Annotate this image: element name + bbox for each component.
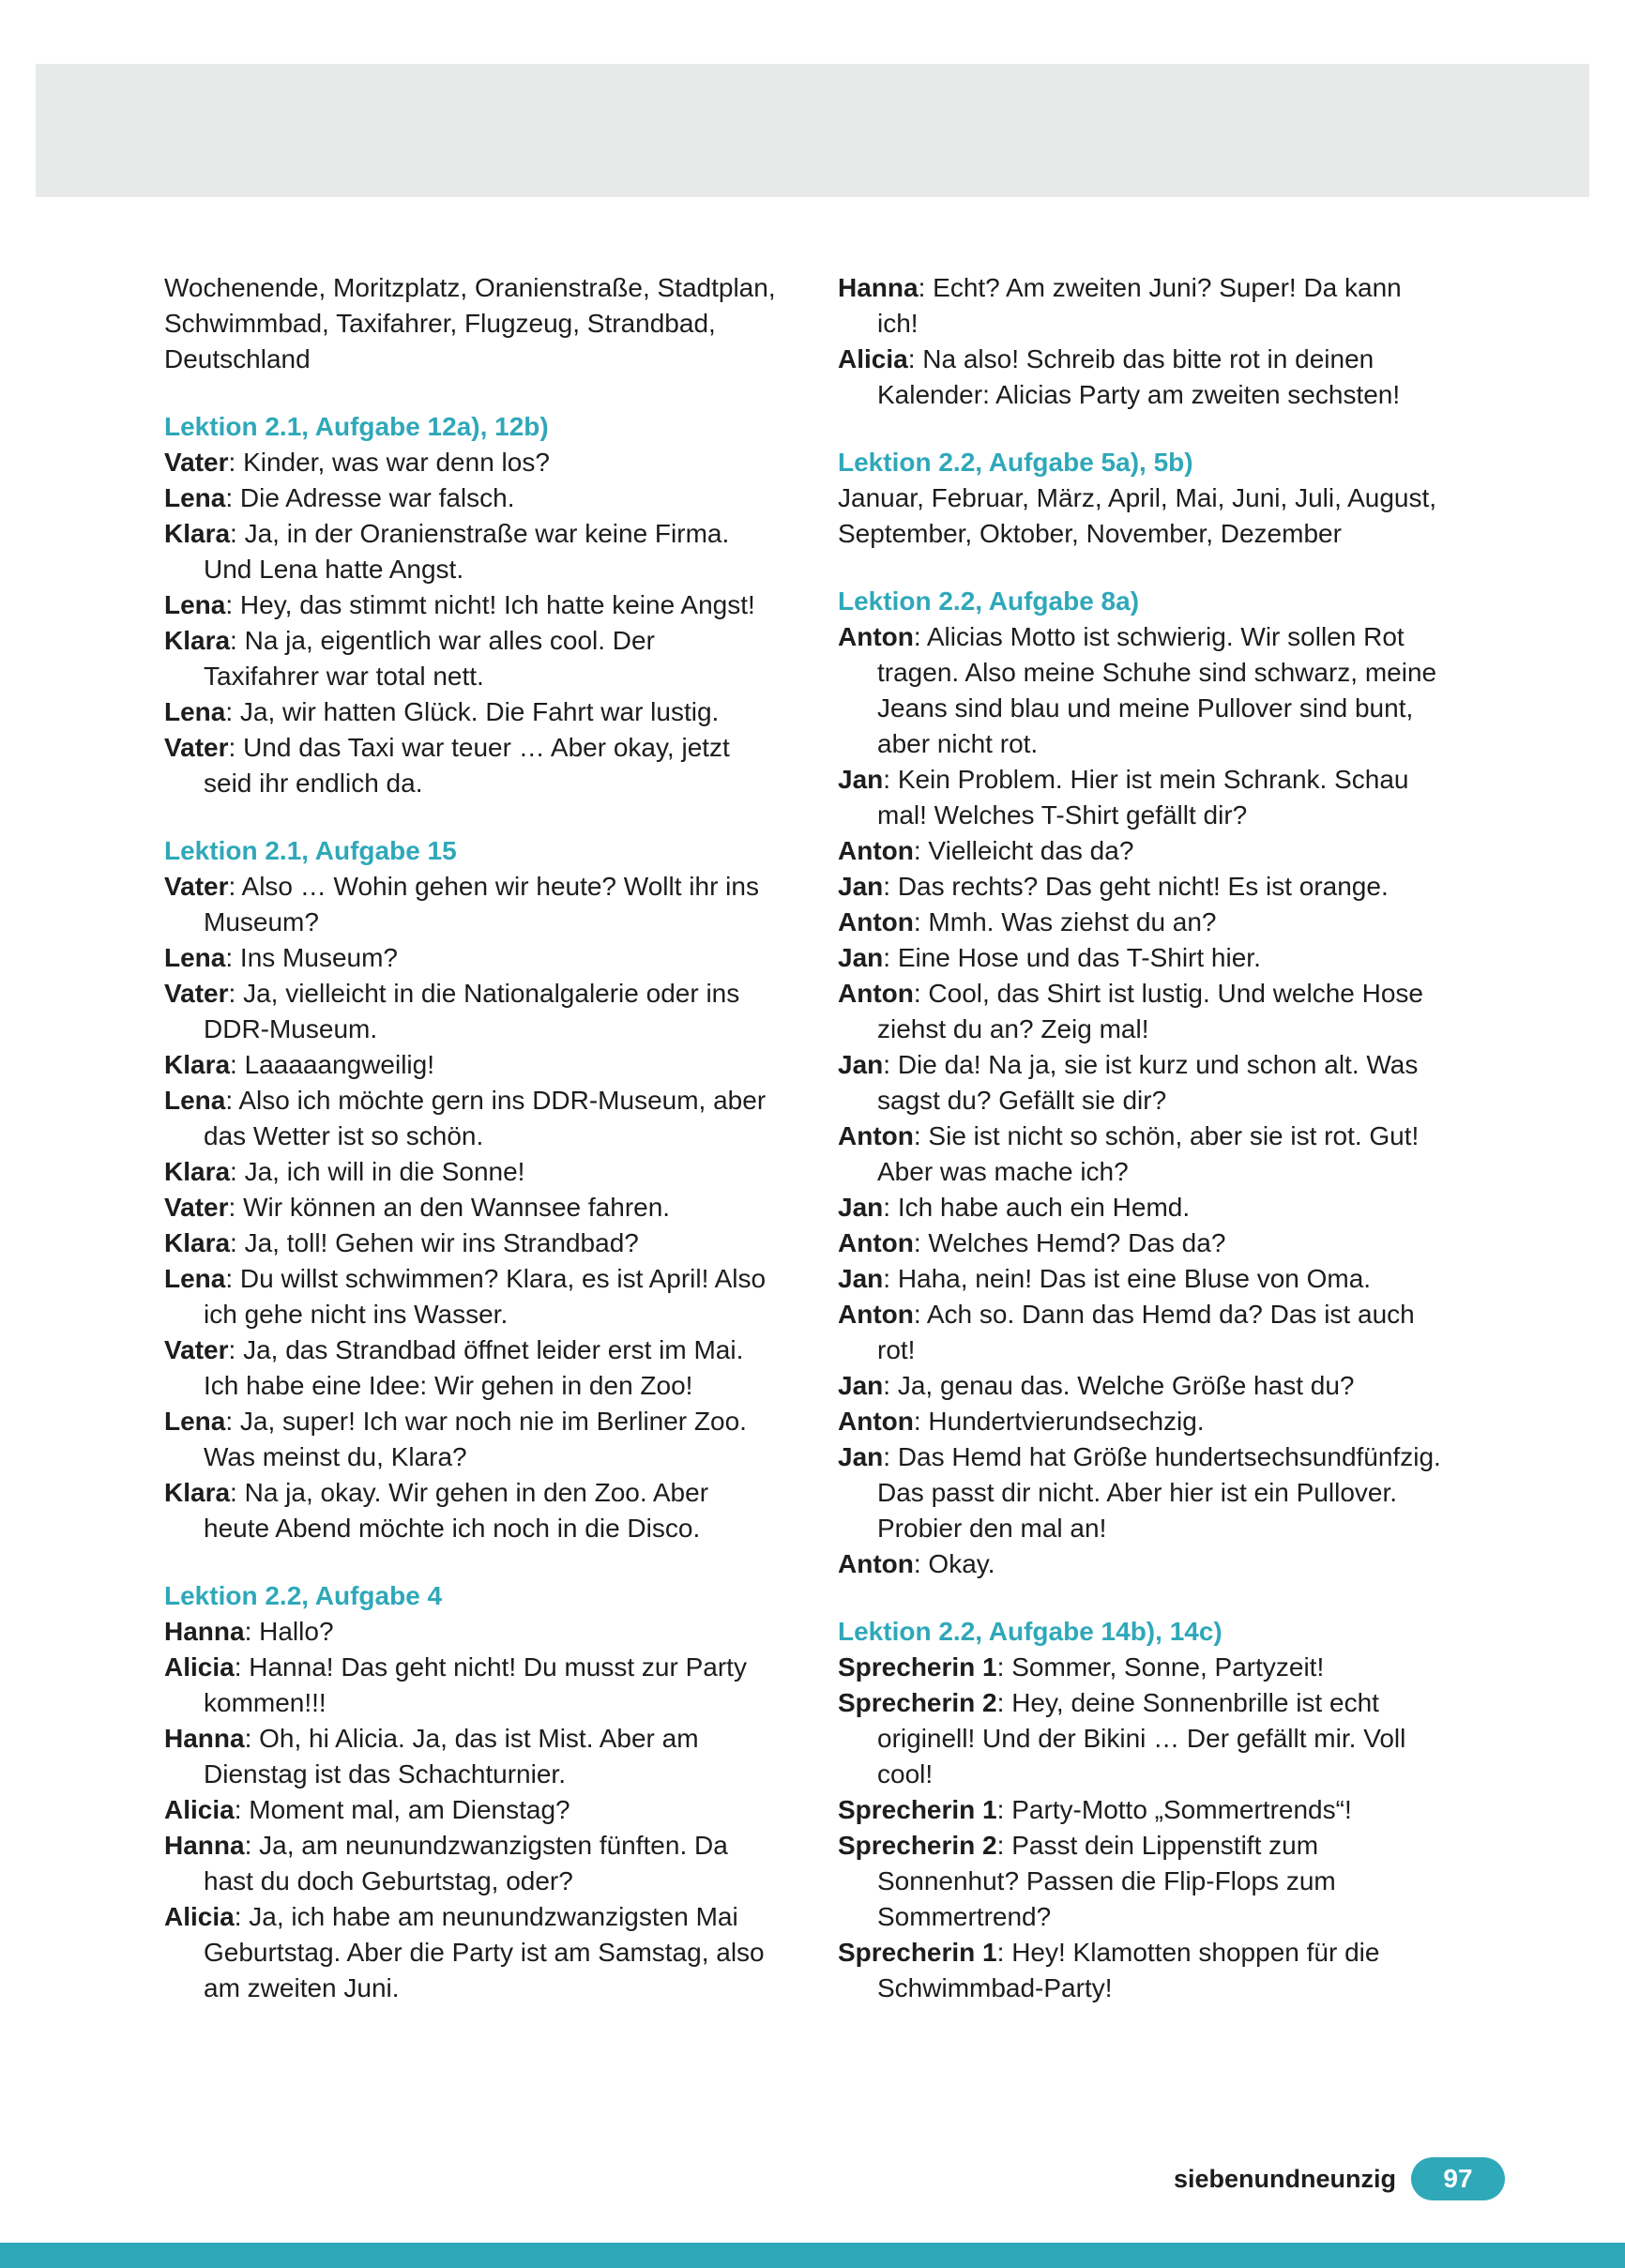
dialogue-text: Wir können an den Wannsee fahren. xyxy=(243,1193,671,1222)
speaker-name: Klara xyxy=(164,1228,231,1257)
dialogue-line xyxy=(838,1935,1450,2006)
dialogue-text: Also … Wohin gehen wir heute? Wollt ihr ins Museum? xyxy=(204,872,759,936)
section-heading: Lektion 2.1, Aufgabe 15 xyxy=(164,836,457,865)
speaker-colon: : xyxy=(230,1050,245,1079)
dialogue-text: Na ja, eigentlich war alles cool. Der Taxifahrer war total nett. xyxy=(204,626,655,691)
speaker-name: Jan xyxy=(838,1371,884,1400)
speaker-name: Jan xyxy=(838,1264,884,1293)
speaker-colon: : xyxy=(913,1228,929,1257)
speaker-name: Lena xyxy=(164,697,226,726)
speaker-name: Anton xyxy=(838,1300,914,1329)
dialogue-text: Na ja, okay. Wir gehen in den Zoo. Aber heute Abend möchte ich noch in die Disco. xyxy=(204,1478,709,1543)
dialogue-line xyxy=(838,940,1450,976)
speaker-name: Anton xyxy=(838,836,914,865)
dialogue-text: Na also! Schreib das bitte rot in deinen Kalender: Alicias Party am zweiten sechsten! xyxy=(877,344,1401,409)
speaker-colon: : xyxy=(230,1157,245,1186)
dialogue-text: Das Hemd hat Größe hundertsechsundfünfzig. Das passt dir nicht. Aber hier ist ein Pullover. Probier den mal an! xyxy=(877,1442,1441,1543)
speaker-colon: : xyxy=(883,1371,898,1400)
speaker-colon: : xyxy=(234,1795,250,1824)
speaker-colon: : xyxy=(225,943,240,972)
speaker-colon: : xyxy=(230,1478,245,1507)
speaker-name: Alicia xyxy=(838,344,908,373)
speaker-colon: : xyxy=(244,1831,260,1860)
speaker-colon: : xyxy=(244,1724,260,1753)
speaker-colon: : xyxy=(228,733,244,762)
dialogue-line xyxy=(164,1650,776,1721)
speaker-name: Klara xyxy=(164,519,231,548)
dialogue-line xyxy=(838,1368,1450,1404)
section-heading: Lektion 2.2, Aufgabe 14b), 14c) xyxy=(838,1617,1223,1646)
section-heading: Lektion 2.1, Aufgabe 12a), 12b) xyxy=(164,412,549,441)
dialogue-line xyxy=(164,623,776,694)
speaker-colon: : xyxy=(228,872,242,901)
dialogue-text: Also ich möchte gern ins DDR-Museum, aber das Wetter ist so schön. xyxy=(204,1086,767,1150)
speaker-colon: : xyxy=(225,1407,240,1436)
speaker-colon: : xyxy=(228,448,244,477)
dialogue-text: Hey! Klamotten shoppen für die Schwimmbad-Party! xyxy=(877,1938,1380,2002)
dialogue-text: Kein Problem. Hier ist mein Schrank. Schau mal! Welches T-Shirt gefällt dir? xyxy=(877,765,1409,830)
speaker-colon: : xyxy=(883,943,898,972)
dialogue-line xyxy=(164,1828,776,1899)
speaker-name: Alicia xyxy=(164,1652,235,1682)
dialogue-line xyxy=(164,1614,776,1650)
dialogue-line xyxy=(838,1047,1450,1119)
speaker-name: Anton xyxy=(838,622,914,651)
dialogue-text: Alicias Motto ist schwierig. Wir sollen Rot tragen. Also meine Schuhe sind schwarz, meine Jeans sind blau und meine Pullover sind bunt, aber nicht rot. xyxy=(877,622,1437,758)
word-list: Januar, Februar, März, April, Mai, Juni, Juli, August, September, Oktober, November, Dezember xyxy=(838,483,1437,548)
dialogue-text: Ja, ich habe am neunundzwanzigsten Mai Geburtstag. Aber die Party ist am Samstag, also am zweiten Juni. xyxy=(204,1902,765,2002)
section-heading: Lektion 2.2, Aufgabe 8a) xyxy=(838,586,1140,616)
dialogue-line xyxy=(164,976,776,1047)
dialogue-line xyxy=(838,1119,1450,1190)
speaker-colon: : xyxy=(913,1407,929,1436)
dialogue-line xyxy=(838,1650,1450,1685)
speaker-colon: : xyxy=(230,1228,245,1257)
speaker-colon: : xyxy=(883,1442,898,1471)
section-heading: Lektion 2.2, Aufgabe 4 xyxy=(164,1581,443,1610)
speaker-colon: : xyxy=(913,1300,927,1329)
speaker-colon: : xyxy=(228,1193,244,1222)
dialogue-text: Ja, toll! Gehen wir ins Strandbad? xyxy=(244,1228,639,1257)
dialogue-line xyxy=(164,940,776,976)
speaker-colon: : xyxy=(225,483,240,512)
dialogue-text: Hundertvierundsechzig. xyxy=(928,1407,1205,1436)
speaker-colon: : xyxy=(913,907,929,936)
dialogue-text: Ja, genau das. Welche Größe hast du? xyxy=(897,1371,1355,1400)
speaker-name: Vater xyxy=(164,733,229,762)
dialogue-text: Die Adresse war falsch. xyxy=(239,483,515,512)
speaker-colon: : xyxy=(883,765,898,794)
page-footer xyxy=(1174,2157,1505,2200)
dialogue-line xyxy=(838,1792,1450,1828)
speaker-colon: : xyxy=(225,697,240,726)
speaker-colon: : xyxy=(228,1335,244,1364)
speaker-colon: : xyxy=(230,626,245,655)
dialogue-text: Du willst schwimmen? Klara, es ist April! Also ich gehe nicht ins Wasser. xyxy=(204,1264,767,1329)
dialogue-text: Hey, deine Sonnenbrille ist echt originell! Und der Bikini … Der gefällt mir. Voll cool! xyxy=(877,1688,1406,1789)
dialogue-text: Passt dein Lippenstift zum Sonnenhut? Passen die Flip-Flops zum Sommertrend? xyxy=(877,1831,1336,1931)
dialogue-line xyxy=(164,1047,776,1083)
speaker-name: Anton xyxy=(838,1549,914,1578)
speaker-name: Vater xyxy=(164,979,229,1008)
dialogue-text: Cool, das Shirt ist lustig. Und welche Hose ziehst du an? Zeig mal! xyxy=(877,979,1423,1043)
speaker-name: Jan xyxy=(838,1442,884,1471)
dialogue-line xyxy=(838,1261,1450,1297)
dialogue-line xyxy=(838,1546,1450,1582)
dialogue-text: Haha, nein! Das ist eine Bluse von Oma. xyxy=(897,1264,1372,1293)
dialogue-text: Oh, hi Alicia. Ja, das ist Mist. Aber am Dienstag ist das Schachturnier. xyxy=(204,1724,699,1789)
page-number-badge: 97 xyxy=(1411,2157,1505,2200)
word-list: Wochenende, Moritzplatz, Oranienstraße, Stadtplan, Schwimmbad, Taxifahrer, Flugzeug, Strandbad, Deutschland xyxy=(164,273,776,373)
speaker-name: Sprecherin 1 xyxy=(838,1795,997,1824)
speaker-name: Klara xyxy=(164,626,231,655)
dialogue-line xyxy=(164,1190,776,1225)
speaker-colon: : xyxy=(234,1902,250,1931)
speaker-name: Hanna xyxy=(164,1617,245,1646)
speaker-name: Alicia xyxy=(164,1795,235,1824)
speaker-colon: : xyxy=(234,1652,250,1682)
dialogue-line xyxy=(164,1154,776,1190)
speaker-name: Sprecherin 1 xyxy=(838,1652,997,1682)
dialogue-line xyxy=(164,1225,776,1261)
speaker-name: Vater xyxy=(164,872,229,901)
speaker-colon: : xyxy=(883,872,898,901)
dialogue-line xyxy=(164,1475,776,1546)
dialogue-text: Hallo? xyxy=(259,1617,334,1646)
speaker-name: Jan xyxy=(838,1193,884,1222)
dialogue-line xyxy=(164,1261,776,1332)
speaker-name: Vater xyxy=(164,448,229,477)
dialogue-line xyxy=(164,587,776,623)
speaker-colon: : xyxy=(996,1831,1012,1860)
dialogue-text: Moment mal, am Dienstag? xyxy=(249,1795,570,1824)
dialogue-text: Die da! Na ja, sie ist kurz und schon alt. Was sagst du? Gefällt sie dir? xyxy=(877,1050,1419,1115)
header-band xyxy=(36,64,1589,197)
dialogue-text: Hanna! Das geht nicht! Du musst zur Party kommen!!! xyxy=(204,1652,747,1717)
dialogue-line xyxy=(838,619,1450,762)
dialogue-line xyxy=(838,1828,1450,1935)
speaker-name: Lena xyxy=(164,483,226,512)
speaker-name: Hanna xyxy=(164,1724,245,1753)
dialogue-line xyxy=(164,445,776,480)
dialogue-text: Mmh. Was ziehst du an? xyxy=(928,907,1217,936)
dialogue-line xyxy=(838,869,1450,905)
speaker-colon: : xyxy=(996,1938,1012,1967)
speaker-name: Anton xyxy=(838,907,914,936)
speaker-name: Sprecherin 2 xyxy=(838,1688,997,1717)
speaker-name: Vater xyxy=(164,1335,229,1364)
speaker-name: Jan xyxy=(838,943,884,972)
page-number-word: siebenundneunzig xyxy=(1173,2164,1396,2193)
dialogue-line xyxy=(164,1083,776,1154)
dialogue-line xyxy=(164,869,776,940)
speaker-colon: : xyxy=(907,344,923,373)
speaker-name: Anton xyxy=(838,1228,914,1257)
column-left xyxy=(164,270,776,2006)
dialogue-text: Ja, in der Oranienstraße war keine Firma. Und Lena hatte Angst. xyxy=(204,519,730,584)
speaker-colon: : xyxy=(913,979,929,1008)
speaker-name: Hanna xyxy=(164,1831,245,1860)
dialogue-text: Kinder, was war denn los? xyxy=(243,448,550,477)
speaker-colon: : xyxy=(913,622,927,651)
dialogue-text: Eine Hose und das T-Shirt hier. xyxy=(897,943,1261,972)
speaker-colon: : xyxy=(918,273,934,302)
dialogue-text: Welches Hemd? Das da? xyxy=(928,1228,1226,1257)
dialogue-text: Und das Taxi war teuer … Aber okay, jetzt seid ihr endlich da. xyxy=(204,733,730,798)
dialogue-text: Hey, das stimmt nicht! Ich hatte keine Angst! xyxy=(239,590,755,619)
dialogue-line xyxy=(838,762,1450,833)
speaker-name: Lena xyxy=(164,1264,226,1293)
dialogue-text: Ins Museum? xyxy=(239,943,398,972)
speaker-name: Vater xyxy=(164,1193,229,1222)
speaker-colon: : xyxy=(225,1264,240,1293)
speaker-colon: : xyxy=(996,1652,1012,1682)
dialogue-line xyxy=(838,905,1450,940)
section-heading: Lektion 2.2, Aufgabe 5a), 5b) xyxy=(838,448,1193,477)
dialogue-text: Das rechts? Das geht nicht! Es ist orange. xyxy=(897,872,1389,901)
speaker-colon: : xyxy=(883,1264,898,1293)
dialogue-line xyxy=(838,1190,1450,1225)
dialogue-text: Ja, wir hatten Glück. Die Fahrt war lustig. xyxy=(239,697,720,726)
dialogue-line xyxy=(838,270,1450,342)
speaker-name: Lena xyxy=(164,943,226,972)
dialogue-text: Ja, vielleicht in die Nationalgalerie oder ins DDR-Museum. xyxy=(204,979,740,1043)
speaker-name: Lena xyxy=(164,1407,226,1436)
dialogue-line xyxy=(838,833,1450,869)
dialogue-text: Ach so. Dann das Hemd da? Das ist auch rot! xyxy=(877,1300,1415,1364)
speaker-name: Lena xyxy=(164,590,226,619)
speaker-name: Jan xyxy=(838,872,884,901)
speaker-name: Jan xyxy=(838,765,884,794)
speaker-name: Sprecherin 1 xyxy=(838,1938,997,1967)
dialogue-line xyxy=(164,1404,776,1475)
dialogue-text: Ja, das Strandbad öffnet leider erst im Mai. Ich habe eine Idee: Wir gehen in den Zoo! xyxy=(204,1335,744,1400)
speaker-colon: : xyxy=(883,1193,898,1222)
column-right xyxy=(838,270,1450,2006)
dialogue-line xyxy=(838,976,1450,1047)
speaker-name: Klara xyxy=(164,1157,231,1186)
dialogue-line xyxy=(164,480,776,516)
speaker-name: Alicia xyxy=(164,1902,235,1931)
speaker-name: Anton xyxy=(838,1121,914,1150)
dialogue-line xyxy=(164,730,776,801)
speaker-name: Jan xyxy=(838,1050,884,1079)
dialogue-line xyxy=(164,1899,776,2006)
speaker-colon: : xyxy=(996,1795,1012,1824)
speaker-name: Lena xyxy=(164,1086,226,1115)
dialogue-line xyxy=(838,1439,1450,1546)
speaker-name: Klara xyxy=(164,1050,231,1079)
speaker-colon: : xyxy=(913,836,929,865)
content-columns xyxy=(164,270,1463,2006)
dialogue-line xyxy=(164,694,776,730)
dialogue-text: Ja, am neunundzwanzigsten fünften. Da hast du doch Geburtstag, oder? xyxy=(204,1831,728,1895)
dialogue-line xyxy=(164,1332,776,1404)
speaker-colon: : xyxy=(244,1617,260,1646)
speaker-colon: : xyxy=(913,1121,929,1150)
speaker-colon: : xyxy=(883,1050,898,1079)
speaker-name: Anton xyxy=(838,979,914,1008)
dialogue-text: Vielleicht das da? xyxy=(928,836,1134,865)
dialogue-line xyxy=(164,1792,776,1828)
dialogue-text: Ich habe auch ein Hemd. xyxy=(897,1193,1191,1222)
dialogue-line xyxy=(838,1685,1450,1792)
dialogue-text: Ja, ich will in die Sonne! xyxy=(244,1157,525,1186)
speaker-name: Hanna xyxy=(838,273,919,302)
dialogue-line xyxy=(838,1225,1450,1261)
speaker-colon: : xyxy=(225,1086,239,1115)
speaker-name: Klara xyxy=(164,1478,231,1507)
dialogue-line xyxy=(164,1721,776,1792)
dialogue-line xyxy=(164,516,776,587)
dialogue-text: Sie ist nicht so schön, aber sie ist rot. Gut! Aber was mache ich? xyxy=(877,1121,1420,1186)
dialogue-line xyxy=(838,342,1450,413)
dialogue-line xyxy=(838,1297,1450,1368)
speaker-colon: : xyxy=(913,1549,929,1578)
speaker-colon: : xyxy=(225,590,240,619)
dialogue-text: Echt? Am zweiten Juni? Super! Da kann ich! xyxy=(877,273,1402,338)
dialogue-text: Okay. xyxy=(928,1549,995,1578)
dialogue-line xyxy=(838,1404,1450,1439)
speaker-colon: : xyxy=(996,1688,1012,1717)
dialogue-text: Sommer, Sonne, Partyzeit! xyxy=(1011,1652,1325,1682)
dialogue-text: Ja, super! Ich war noch nie im Berliner Zoo. Was meinst du, Klara? xyxy=(204,1407,747,1471)
speaker-name: Sprecherin 2 xyxy=(838,1831,997,1860)
dialogue-text: Party-Motto „Sommertrends“! xyxy=(1011,1795,1352,1824)
bottom-accent-bar xyxy=(0,2243,1625,2268)
speaker-colon: : xyxy=(228,979,244,1008)
dialogue-text: Laaaaangweilig! xyxy=(244,1050,434,1079)
speaker-name: Anton xyxy=(838,1407,914,1436)
speaker-colon: : xyxy=(230,519,245,548)
